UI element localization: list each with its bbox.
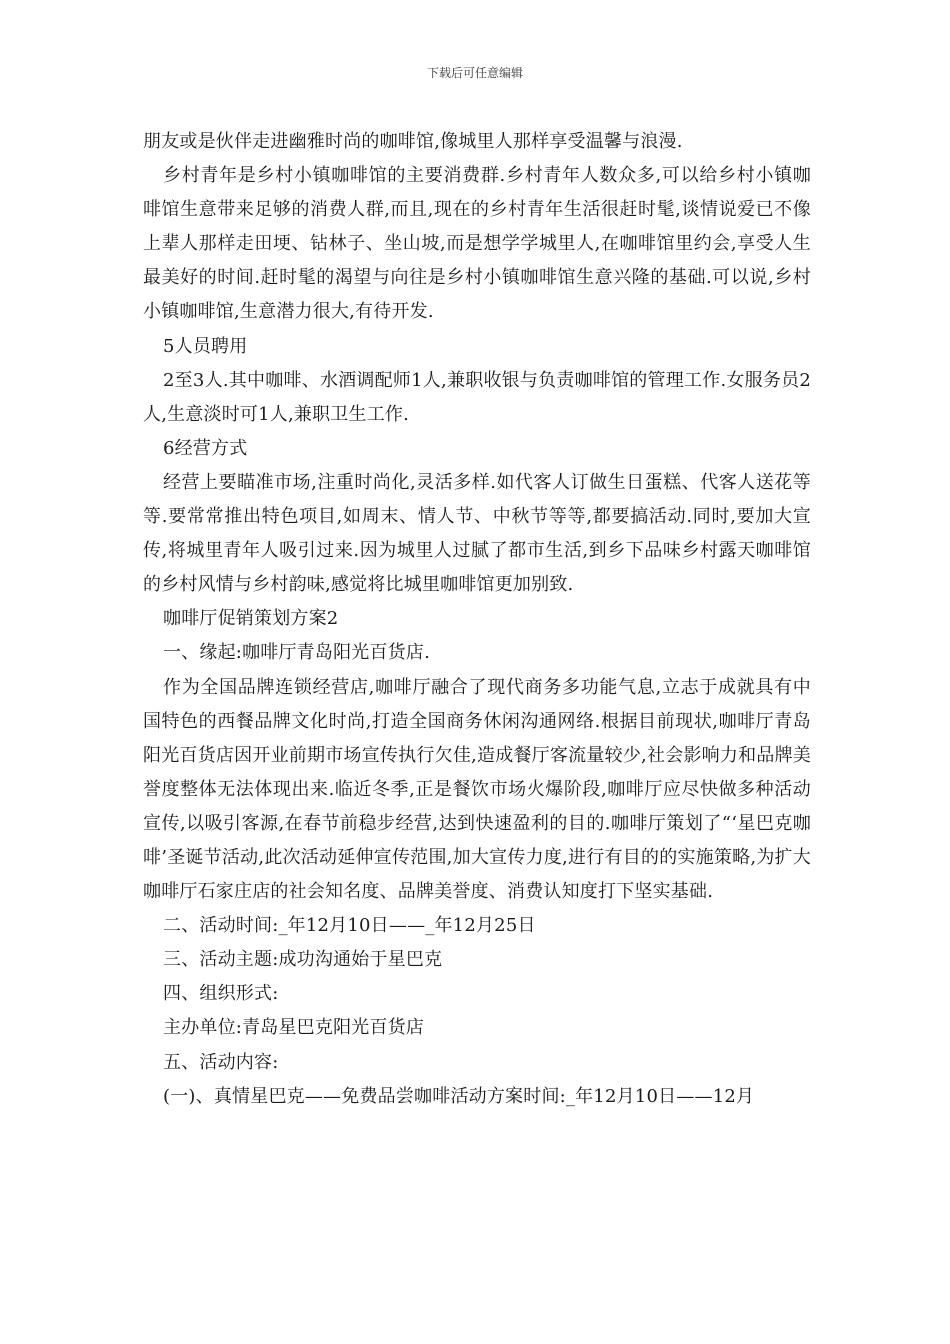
paragraph: 主办单位:青岛星巴克阳光百货店 (163, 1017, 425, 1039)
paragraph: (一)、真情星巴克——免费品尝咖啡活动方案时间:_年12月10日——12月 (163, 1085, 755, 1107)
document-title: 咖啡厅促销策划方案2 (163, 608, 339, 630)
paragraph: 作为全国品牌连锁经营店,咖啡厅融合了现代商务多功能气息,立志于成就具有中国特色的西餐品牌文化时尚,打造全国商务休闲沟通网络.根据目前现状,咖啡厅青岛阳光百货店因开业前期市场宣传执行欠佳,造成餐厅客流量较少,社会影响力和品牌美誉度整体无法体现出来.临近冬季,正是餐饮市场火爆阶段,咖啡厅应尽快做多种活动宣传,以吸引客源,在春节前稳步经营,达到快速盈利的目的.咖啡厅策划了“‘星巴克咖啡’圣诞节活动,此次活动延伸宣传范围,加大宣传力度,进行有目的的实施策略,为扩大咖啡厅石家庄店的社会知名度、品牌美誉度、消费认知度打下坚实基础. (143, 676, 811, 903)
document-body (143, 125, 811, 1114)
paragraph: 朋友或是伙伴走进幽雅时尚的咖啡馆,像城里人那样享受温馨与浪漫. (143, 131, 683, 152)
section-heading: 5人员聘用 (163, 335, 248, 357)
section-heading: 三、活动主题:成功沟通始于星巴克 (163, 949, 443, 971)
paragraph: 乡村青年是乡村小镇咖啡馆的主要消费群.乡村青年人数众多,可以给乡村小镇咖啡馆生意带来足够的消费人群,而且,现在的乡村青年生活很赶时髦,谈情说爱已不像上辈人那样走田埂、钻林子、坐山坡,而是想学学城里人,在咖啡馆里约会,享受人生最美好的时间.赶时髦的渴望与向往是乡村小镇咖啡馆生意兴隆的基础.可以说,乡村小镇咖啡馆,生意潜力很大,有待开发. (143, 165, 811, 323)
section-heading: 四、组织形式: (163, 983, 279, 1005)
section-heading: 一、缘起:咖啡厅青岛阳光百货店. (163, 642, 430, 664)
section-heading: 五、活动内容: (163, 1051, 279, 1073)
section-heading: 6经营方式 (163, 437, 248, 459)
paragraph: 经营上要瞄准市场,注重时尚化,灵活多样.如代客人订做生日蛋糕、代客人送花等等.要常常推出特色项目,如周末、情人节、中秋节等等,都要搞活动.同时,要加大宣传,将城里青年人吸引过来.因为城里人过腻了都市生活,到乡下品味乡村露天咖啡馆的乡村风情与乡村韵味,感觉将比城里咖啡馆更加别致. (143, 471, 811, 596)
section-heading: 二、活动时间:_年12月10日——_年12月25日 (163, 915, 536, 937)
paragraph: 2至3人.其中咖啡、水酒调配师1人,兼职收银与负责咖啡馆的管理工作.女服务员2人,生意淡时可1人,兼职卫生工作. (143, 369, 811, 425)
page-header: 下载后可任意编辑 (426, 66, 523, 80)
